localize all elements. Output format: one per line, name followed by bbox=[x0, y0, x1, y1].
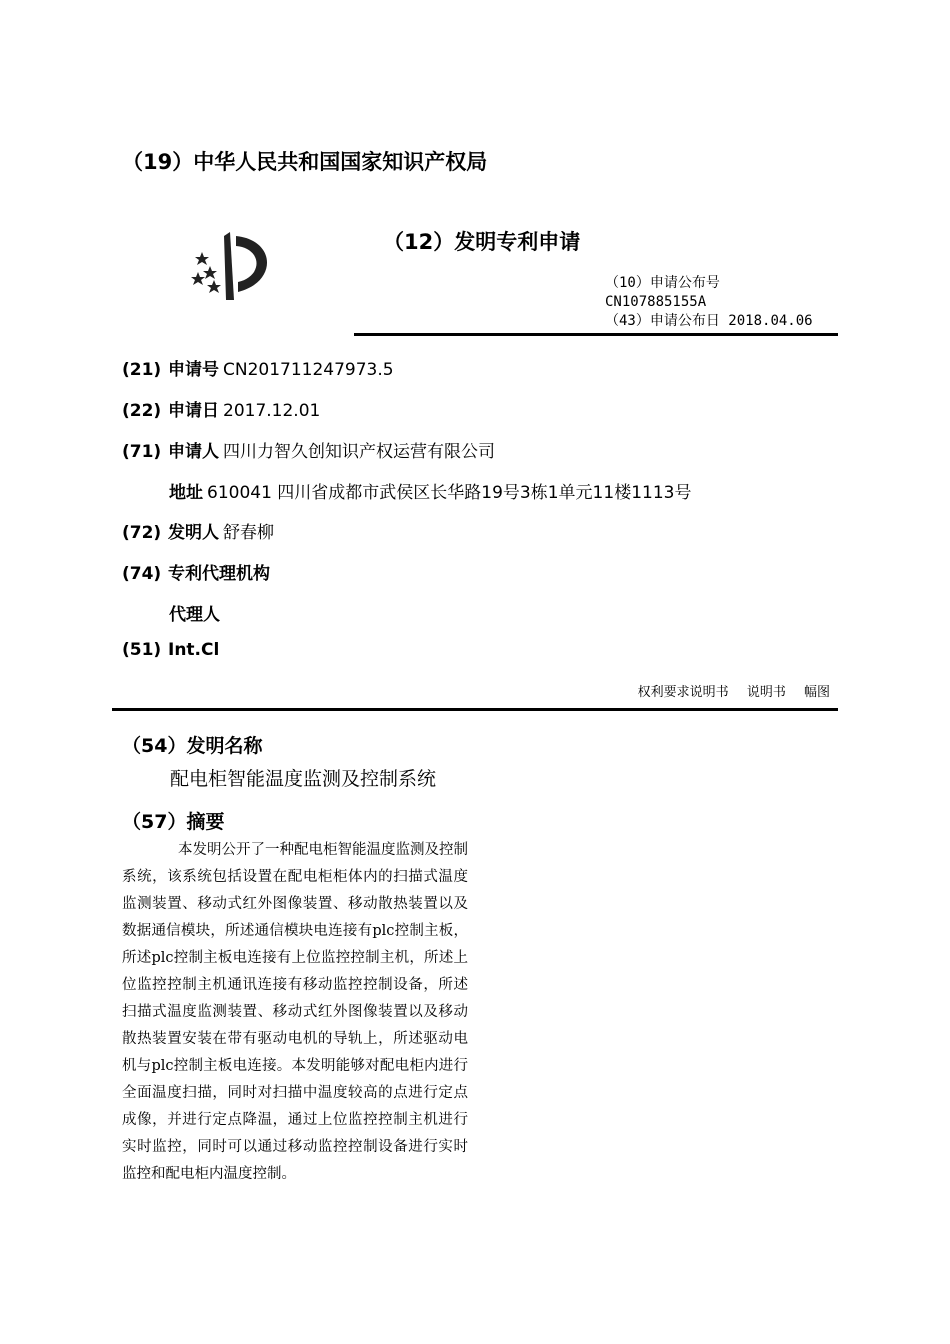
invention-title-heading: （54）发明名称 bbox=[122, 735, 263, 757]
field-label: 发明人 bbox=[168, 523, 219, 543]
field-applicant bbox=[122, 437, 495, 462]
field-code: (74) bbox=[122, 564, 162, 584]
issuing-office: （19）中华人民共和国国家知识产权局 bbox=[122, 150, 488, 174]
field-code: (22) bbox=[122, 401, 162, 421]
field-app-no bbox=[122, 355, 394, 380]
pub-date-row bbox=[605, 312, 813, 331]
field-agency bbox=[122, 559, 274, 584]
field-label: 申请人 bbox=[168, 442, 219, 462]
abstract-heading: （57）摘要 bbox=[122, 811, 225, 833]
pub-no-label: （10）申请公布号 bbox=[605, 275, 720, 291]
field-value: 2017.12.01 bbox=[223, 401, 321, 421]
field-value: 四川力智久创知识产权运营有限公司 bbox=[223, 442, 495, 462]
field-code: (51) bbox=[122, 640, 162, 660]
invention-title: 配电柜智能温度监测及控制系统 bbox=[170, 768, 437, 790]
field-address bbox=[169, 478, 691, 503]
field-inventor bbox=[122, 518, 274, 543]
field-value: CN201711247973.5 bbox=[223, 360, 394, 380]
field-label: Int.Cl bbox=[168, 640, 220, 660]
field-label: 申请日 bbox=[168, 401, 219, 421]
field-agent bbox=[169, 600, 224, 625]
field-label: 申请号 bbox=[168, 360, 219, 380]
section-divider bbox=[112, 708, 838, 711]
field-intcl bbox=[122, 640, 223, 660]
pub-date-label: （43）申请公布日 bbox=[605, 313, 720, 329]
document-type: （12）发明专利申请 bbox=[383, 230, 581, 254]
field-code: (71) bbox=[122, 442, 162, 462]
tab-description[interactable]: 说明书 bbox=[746, 685, 786, 700]
field-code: (21) bbox=[122, 360, 162, 380]
field-label: 代理人 bbox=[169, 605, 220, 625]
abstract-text: 本发明公开了一种配电柜智能温度监测及控制系统，该系统包括设置在配电柜柜体内的扫描式温度监测装置、移动式红外图像装置、移动散热装置以及数据通信模块，所述通信模块电连接有plc控制主板，所述plc控制主板电连接有上位监控控制主机，所述上位监控控制主机通讯连接有移动监控控制设备，所述扫描式温度监测装置、移动式红外图像装置以及移动散热装置安装在带有驱动电机的导轨上，所述驱动电机与plc控制主板电连接。本发明能够对配电柜内进行全面温度扫描，同时对扫描中温度较高的点进行定点成像，并进行定点降温，通过上位监控控制主机进行实时监控，同时可以通过移动监控控制设备进行实时监控和配电柜内温度控制。 bbox=[122, 842, 468, 1182]
field-code: (72) bbox=[122, 523, 162, 543]
field-label: 地址 bbox=[169, 483, 203, 503]
document-sections bbox=[624, 681, 830, 700]
publication-info bbox=[605, 274, 813, 331]
pub-no: CN107885155A bbox=[605, 294, 707, 310]
header-divider bbox=[354, 333, 838, 336]
field-label: 专利代理机构 bbox=[168, 564, 270, 584]
field-value: 舒春柳 bbox=[223, 523, 274, 543]
cnipa-logo bbox=[180, 222, 284, 310]
field-value: 610041 四川省成都市武侯区长华路19号3栋1单元11楼1113号 bbox=[207, 483, 692, 503]
field-app-date bbox=[122, 396, 320, 421]
tab-figures[interactable]: 幅图 bbox=[803, 685, 830, 700]
pub-date: 2018.04.06 bbox=[728, 313, 813, 329]
tab-claims[interactable]: 权利要求说明书 bbox=[637, 685, 729, 700]
